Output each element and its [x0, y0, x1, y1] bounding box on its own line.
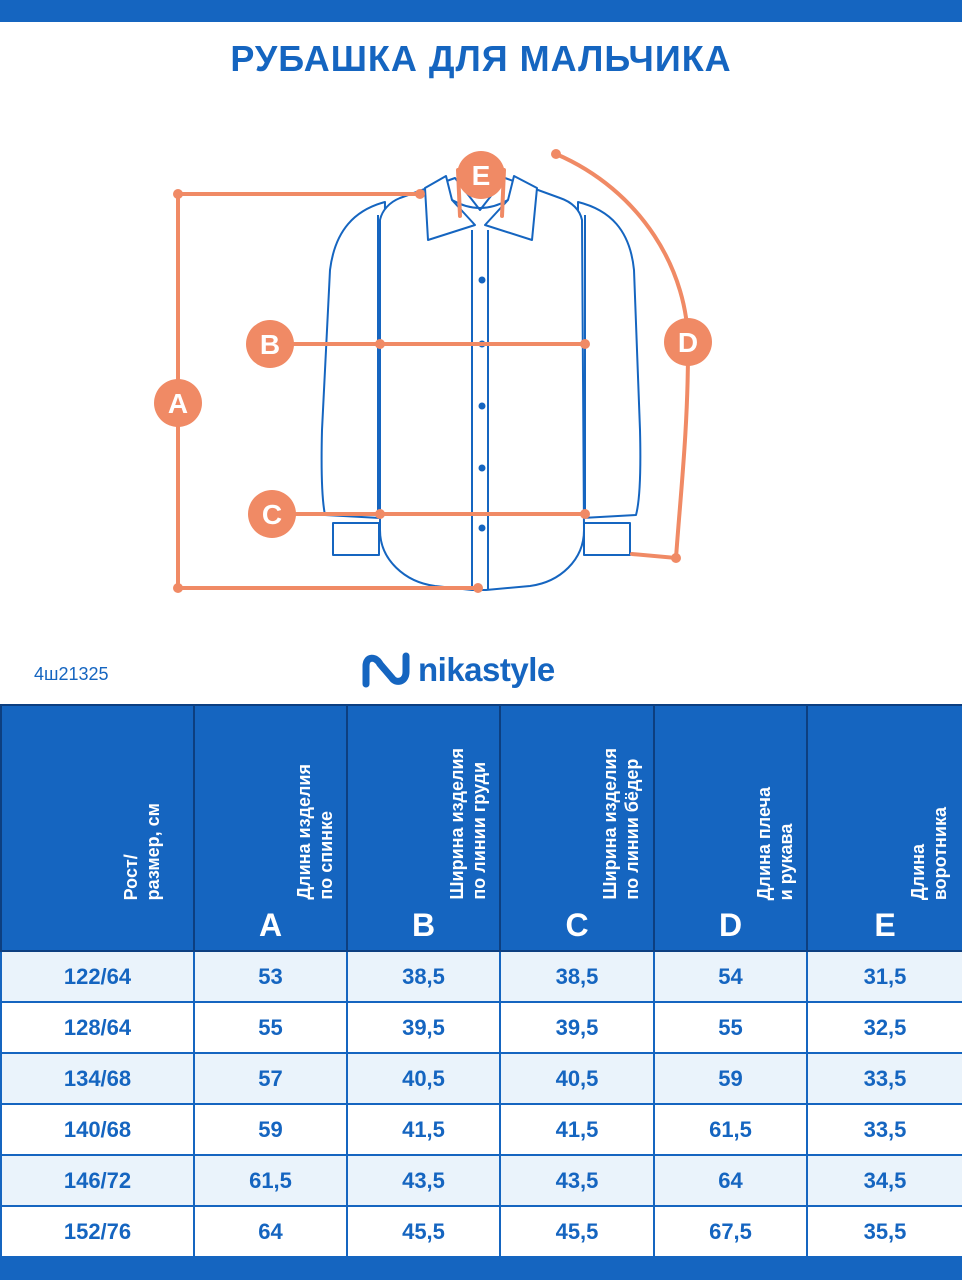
cell-size: 140/68 [1, 1104, 194, 1155]
cell-a: 53 [194, 951, 347, 1002]
header-height-size [1, 705, 194, 951]
table-row [1, 1155, 962, 1206]
cell-c: 45,5 [500, 1206, 654, 1257]
cell-c: 38,5 [500, 951, 654, 1002]
header-e [807, 705, 962, 951]
article-code: 4ш21325 [34, 664, 109, 684]
cell-c: 41,5 [500, 1104, 654, 1155]
header-c [500, 705, 654, 951]
header-text: Длина плеча и рукава [753, 786, 796, 900]
header-letter: E [874, 907, 896, 943]
table-row [1, 1104, 962, 1155]
brand-name: nikastyle [418, 651, 555, 688]
cell-a: 59 [194, 1104, 347, 1155]
header-b [347, 705, 500, 951]
cell-e: 33,5 [807, 1104, 962, 1155]
cell-size: 122/64 [1, 951, 194, 1002]
cell-b: 41,5 [347, 1104, 500, 1155]
header-text: Длина изделия по спинке [293, 764, 336, 900]
marker-d [664, 318, 712, 366]
marker-e-label: E [471, 160, 491, 191]
table-row [1, 1002, 962, 1053]
brand-wave-icon [362, 650, 410, 690]
cell-b: 39,5 [347, 1002, 500, 1053]
marker-b [246, 320, 294, 368]
cell-d: 59 [654, 1053, 807, 1104]
header-a [194, 705, 347, 951]
header-d [654, 705, 807, 951]
header-letter: D [718, 907, 743, 943]
page-title: РУБАШКА ДЛЯ МАЛЬЧИКА [230, 38, 732, 79]
header-letter: C [565, 907, 589, 943]
cell-c: 40,5 [500, 1053, 654, 1104]
table-row [1, 951, 962, 1002]
cell-e: 31,5 [807, 951, 962, 1002]
size-table [0, 704, 962, 1258]
marker-a-label: A [167, 388, 189, 419]
table-row [1, 1053, 962, 1104]
cell-c: 43,5 [500, 1155, 654, 1206]
cell-a: 64 [194, 1206, 347, 1257]
bottom-bar [0, 1258, 962, 1280]
header-letter: A [258, 907, 283, 943]
brand-logo [362, 648, 555, 692]
cell-size: 128/64 [1, 1002, 194, 1053]
marker-a [154, 379, 202, 427]
cell-d: 61,5 [654, 1104, 807, 1155]
cell-e: 35,5 [807, 1206, 962, 1257]
cell-size: 134/68 [1, 1053, 194, 1104]
cell-a: 55 [194, 1002, 347, 1053]
marker-c [248, 490, 296, 538]
cell-e: 34,5 [807, 1155, 962, 1206]
marker-b-label: B [259, 329, 281, 360]
cell-d: 64 [654, 1155, 807, 1206]
cell-a: 57 [194, 1053, 347, 1104]
header-text: Длина воротника [908, 806, 950, 900]
cell-a: 61,5 [194, 1155, 347, 1206]
table-header-row [1, 705, 962, 951]
cell-d: 54 [654, 951, 807, 1002]
header-text: Ширина изделия по линии груди [446, 748, 489, 900]
cell-d: 55 [654, 1002, 807, 1053]
header-text: Ширина изделия по линии бёдер [600, 748, 642, 900]
header-text: Рост/ размер, см [120, 802, 163, 900]
header-letter: B [411, 907, 436, 943]
cell-d: 67,5 [654, 1206, 807, 1257]
table-row [1, 1206, 962, 1257]
cell-size: 146/72 [1, 1155, 194, 1206]
cell-b: 43,5 [347, 1155, 500, 1206]
cell-size: 152/76 [1, 1206, 194, 1257]
cell-b: 38,5 [347, 951, 500, 1002]
cell-e: 33,5 [807, 1053, 962, 1104]
cell-b: 45,5 [347, 1206, 500, 1257]
cell-b: 40,5 [347, 1053, 500, 1104]
top-bar [0, 0, 962, 22]
marker-e [457, 151, 505, 199]
shirt-measurement-diagram [0, 130, 962, 610]
marker-d-label: D [677, 327, 699, 358]
marker-c-label: C [261, 499, 283, 530]
cell-e: 32,5 [807, 1002, 962, 1053]
cell-c: 39,5 [500, 1002, 654, 1053]
